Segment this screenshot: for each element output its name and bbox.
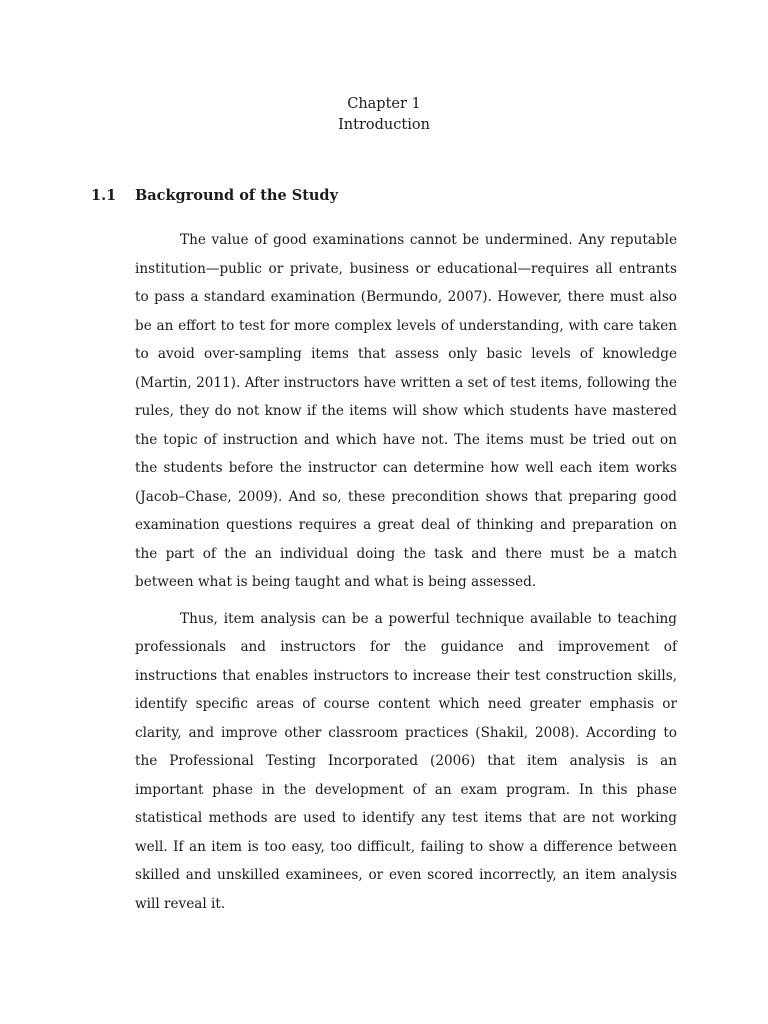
section-heading xyxy=(91,186,338,206)
chapter-number-label: Chapter 1 xyxy=(347,96,421,112)
chapter-title: Introduction xyxy=(338,117,430,133)
section-number: 1.1 xyxy=(91,187,117,204)
paragraph: Thus, item analysis can be a powerful technique available to teaching professionals and instructors for the guidance and improvement of instructions that enables instructors to increase their test construction skills, identify specific areas of course content which need greater emphasis or clarity, and improve other classroom practices (Shakil, 2008). According to the Professional Testing Incorporated (2006) that item analysis is an important phase in the development of an exam program. In this phase statistical methods are used to identify any test items that are not working well. If an item is too easy, too difficult, failing to show a difference between skilled and unskilled examinees, or even scored incorrectly, an item analysis will reveal it. xyxy=(135,610,677,912)
chapter-heading xyxy=(0,94,768,136)
paragraph: The value of good examinations cannot be undermined. Any reputable institution—public or private, business or educational—requires all entrants to pass a standard examination (Bermundo, 2007). However, there must also be an effort to test for more complex levels of understanding, with care taken to avoid over-sampling items that assess only basic levels of knowledge (Martin, 2011). After instructors have written a set of test items, following the rules, they do not know if the items will show which students have mastered the topic of instruction and which have not. The items must be tried out on the students before the instructor can determine how well each item works (Jacob–Chase, 2009). And so, these precondition shows that preparing good examination questions requires a great deal of thinking and preparation on the part of the an individual doing the task and there must be a match between what is being taught and what is being assessed. xyxy=(135,232,677,590)
body-text xyxy=(135,226,677,918)
section-title: Background of the Study xyxy=(135,187,338,204)
